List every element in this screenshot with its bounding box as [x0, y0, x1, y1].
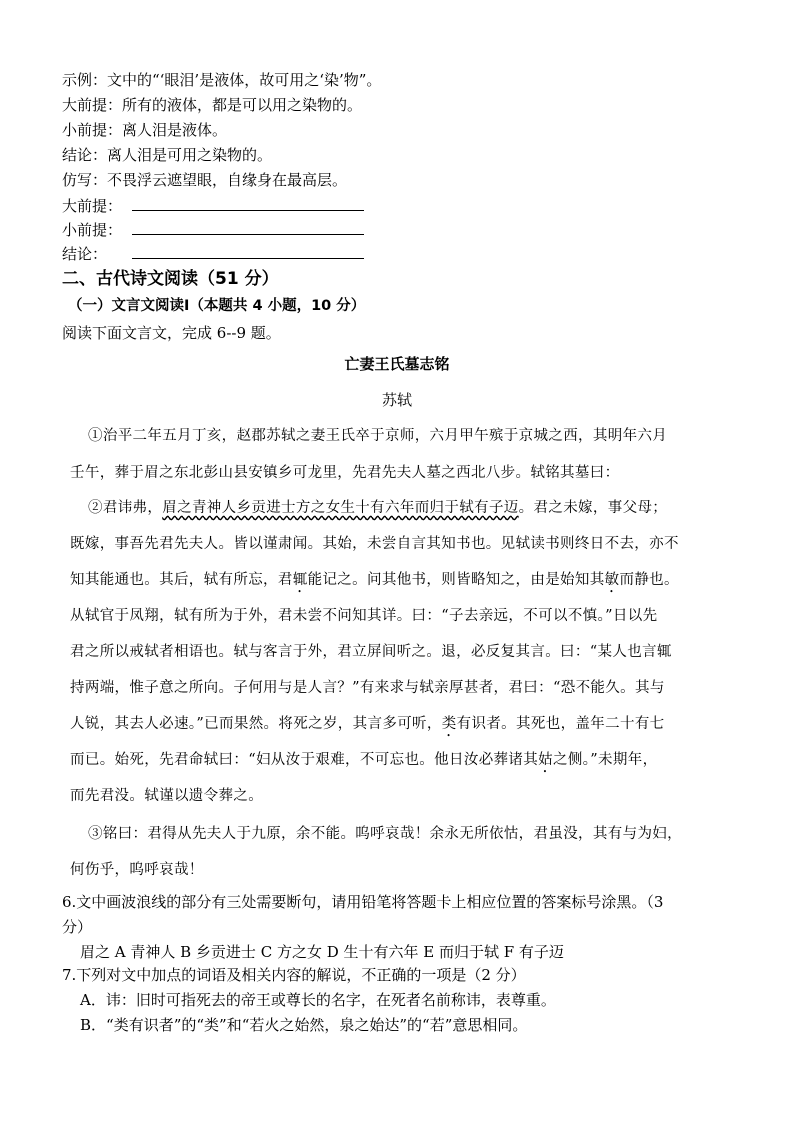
passage-line [70, 751, 730, 776]
blank-label: 小前提： [62, 221, 123, 239]
section-subheading: （一）文言文阅读Ⅰ（本题共 4 小题，10 分） [68, 298, 366, 314]
section-heading: 二、古代诗文阅读（51 分） [62, 269, 279, 289]
question-7-option-a: A．讳：旧时可指死去的帝王或尊长的名字，在死者名前称讳，表尊重。 [80, 991, 556, 1009]
example-line: 示例：文中的“‘眼泪’是液体，故可用之‘染’物”。 [62, 71, 382, 89]
reading-instruction: 阅读下面文言文，完成 6--9 题。 [62, 324, 281, 342]
question-7-option-b: B．“类有识者”的“类”和“若火之始然，泉之始达”的“若”意思相同。 [80, 1016, 528, 1034]
imitation-line: 仿写：不畏浮云遮望眼，自缘身在最高层。 [62, 171, 348, 189]
passage-line: ①治平二年五月丁亥，赵郡苏轼之妻王氏卒于京师，六月甲午殡于京城之西，其明年六月 [88, 428, 668, 444]
answer-blank[interactable] [132, 244, 364, 259]
dotted-word: 类 [441, 716, 457, 732]
question-6-options: 眉之 A 青神人 B 乡贡进士 C 方之女 D 生十有六年 E 而归于轼 F 有子迈 [80, 943, 564, 961]
passage-title: 亡妻王氏墓志铭 [344, 355, 450, 373]
question-7: 7.下列对文中加点的词语及相关内容的解说，不正确的一项是（2 分） [62, 966, 526, 984]
passage-line: 壬午，葬于眉之东北彭山县安镇乡可龙里，先君先夫人墓之西北八步。轼铭其墓曰： [70, 465, 620, 481]
blank-conclusion [62, 244, 364, 263]
passage-line: 何伤乎，呜呼哀哉！ [70, 862, 204, 878]
passage-line [70, 715, 730, 740]
blank-label: 结论： [62, 245, 108, 263]
passage-text: 。君之未嫁，事父母； [518, 500, 668, 516]
dotted-word: 敏 [604, 572, 620, 588]
passage-line: 君之所以戒轼者相语也。轼与客言于外，君立屏间听之。退，必反复其言。曰：“某人也言辄 [70, 644, 672, 660]
passage-text: 知其能通也。其后，轼有所忘，君 [70, 572, 293, 588]
passage-text: 能记之。问其他书，则皆略知之，由是始知其 [307, 572, 605, 588]
dotted-word: 姑 [538, 752, 553, 768]
conclusion-line: 结论：离人泪是可用之染物的。 [62, 146, 273, 164]
passage-line: 既嫁，事吾先君先夫人。皆以谨肃闻。其始，未尝自言其知书也。见轼读书则终日不去，亦不 [70, 536, 679, 552]
passage-author: 苏轼 [381, 391, 412, 409]
blank-label: 大前提： [62, 197, 123, 215]
passage-text: 有识者。其死也，盖年二十有七 [456, 716, 665, 732]
passage-line: 而先君没。轼谨以遗令葬之。 [70, 788, 264, 804]
passage-text: ②君讳弗， [88, 500, 163, 516]
dotted-word: 辄 [292, 572, 308, 588]
passage-line [88, 499, 748, 517]
passage-line: 从轼官于凤翔，轼有所为于外，君未尝不问知其详。曰：“子去亲远，不可以不慎。”日以先 [70, 608, 658, 624]
passage-text: 而静也。 [619, 572, 679, 588]
passage-line: 持两端，惟子意之所向。子何用与是人言？”有来求与轼亲厚甚者，君曰：“恐不能久。其与 [70, 680, 665, 696]
passage-text: 之侧。”未期年， [552, 752, 658, 768]
question-6-cont: 分） [62, 918, 93, 936]
blank-minor-premise [62, 220, 364, 239]
question-6: 6.文中画波浪线的部分有三处需要断句，请用铅笔将答题卡上相应位置的答案标号涂黑。（3 [62, 893, 664, 911]
passage-line: ③铭曰：君得从先夫人于九原，余不能。呜呼哀哉！余永无所依怙，君虽没，其有与为妇， [88, 826, 682, 842]
passage-text: 人锐，其去人必速。”已而果然。将死之岁，其言多可听， [70, 716, 442, 732]
major-premise-line: 大前提：所有的液体，都是可以用之染物的。 [62, 96, 363, 114]
answer-blank[interactable] [132, 196, 364, 211]
answer-blank[interactable] [132, 220, 364, 235]
minor-premise-line: 小前提：离人泪是液体。 [62, 121, 228, 139]
wavy-underlined-text: 眉之青神人乡贡进士方之女生十有六年而归于轼有子迈 [162, 500, 519, 516]
blank-major-premise [62, 196, 364, 215]
passage-line [70, 571, 730, 596]
passage-text: 而已。始死，先君命轼曰：“妇从汝于艰难，不可忘也。他日汝必葬诸其 [70, 752, 539, 768]
